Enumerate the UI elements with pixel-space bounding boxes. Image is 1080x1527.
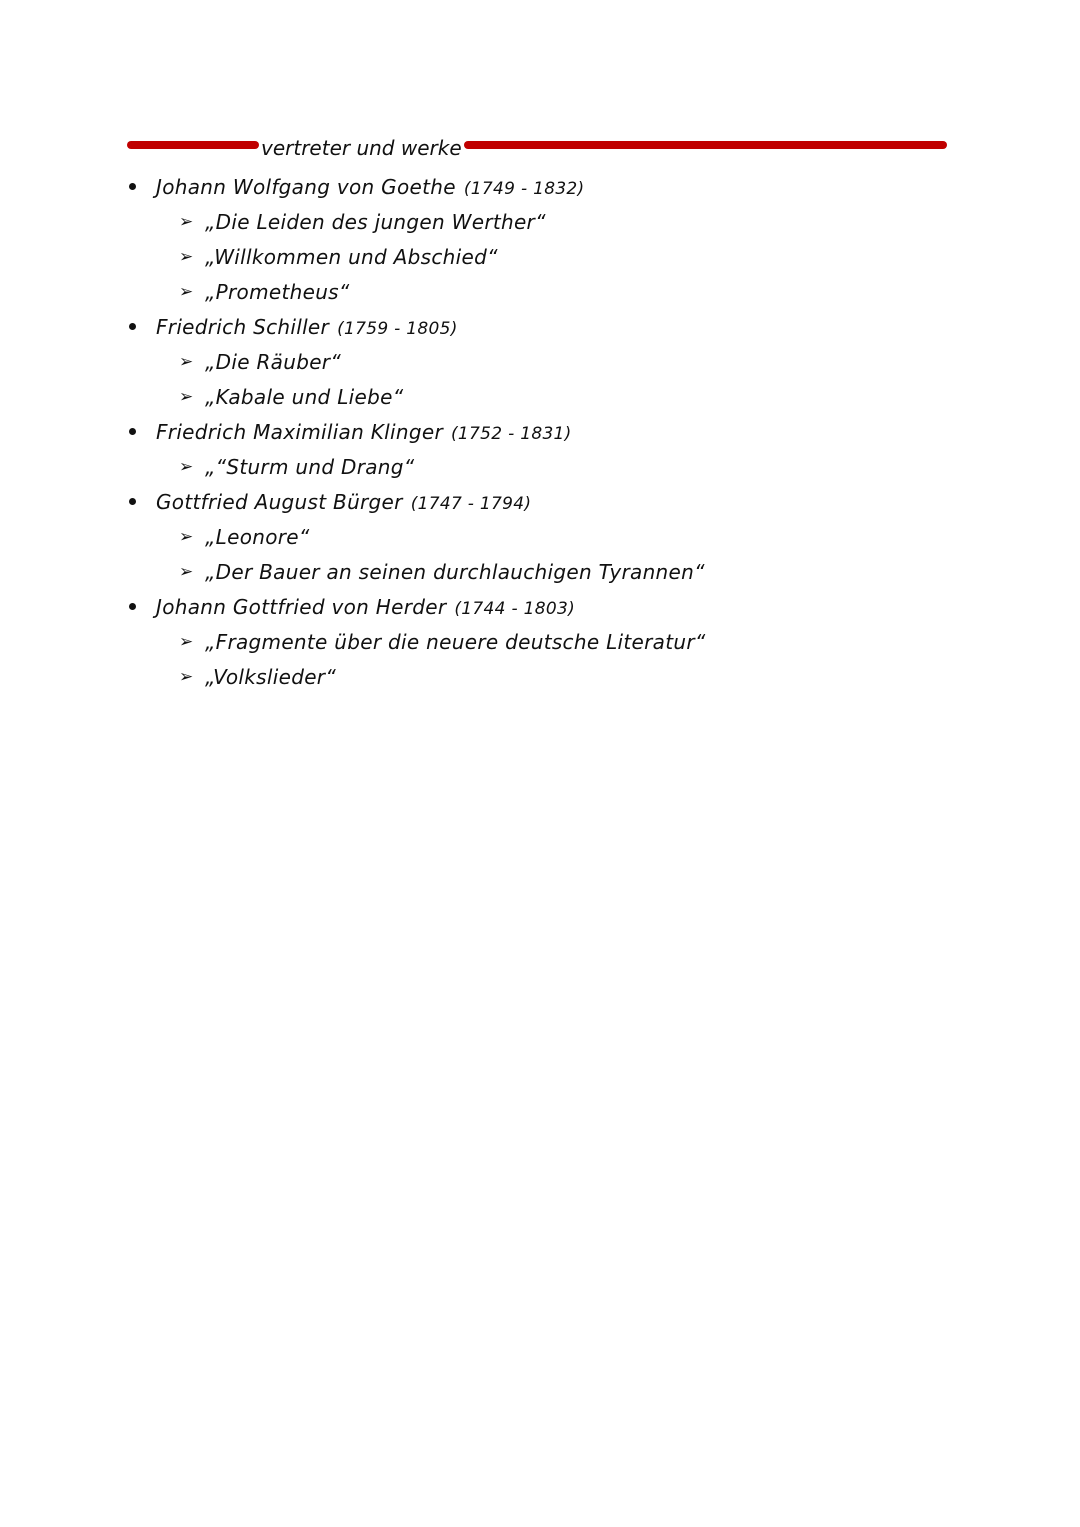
author-row	[127, 169, 947, 204]
author-name: Johann Gottfried von Herder	[156, 594, 447, 619]
work-title: „Der Bauer an seinen durchlauchigen Tyrannen“	[205, 559, 705, 584]
bullet-dot-icon	[129, 428, 136, 435]
bullet-dot-icon	[129, 183, 136, 190]
work-title: „Die Leiden des jungen Werther“	[205, 209, 546, 234]
author-label	[156, 595, 575, 619]
work-item	[127, 274, 947, 309]
arrow-right-icon: ➢	[179, 631, 194, 652]
author-entry	[127, 589, 947, 694]
work-item	[127, 624, 947, 659]
author-name: Friedrich Maximilian Klinger	[156, 419, 443, 444]
author-entry	[127, 484, 947, 589]
arrow-right-icon: ➢	[179, 246, 194, 267]
arrow-right-icon: ➢	[179, 211, 194, 232]
work-title: „Fragmente über die neuere deutsche Literatur“	[205, 629, 706, 654]
author-name: Friedrich Schiller	[156, 314, 330, 339]
work-title: „Leonore“	[205, 524, 310, 549]
heading-rule-left	[127, 141, 259, 149]
author-years: (1749 - 1832)	[463, 178, 585, 199]
arrow-right-icon: ➢	[179, 666, 194, 687]
work-item	[127, 239, 947, 274]
author-row	[127, 309, 947, 344]
bullet-dot-icon	[129, 603, 136, 610]
work-title: „Willkommen und Abschied“	[205, 244, 498, 269]
author-row	[127, 484, 947, 519]
author-list	[127, 169, 947, 694]
arrow-right-icon: ➢	[179, 456, 194, 477]
author-entry	[127, 414, 947, 484]
work-title: „Volkslieder“	[205, 664, 336, 689]
works-list	[127, 624, 947, 694]
work-item	[127, 519, 947, 554]
author-row	[127, 414, 947, 449]
author-label	[156, 420, 572, 444]
author-years: (1752 - 1831)	[450, 423, 572, 444]
work-item	[127, 379, 947, 414]
work-item	[127, 659, 947, 694]
work-item	[127, 204, 947, 239]
arrow-right-icon: ➢	[179, 281, 194, 302]
section-heading	[127, 133, 947, 163]
author-years: (1744 - 1803)	[454, 598, 576, 619]
arrow-right-icon: ➢	[179, 561, 194, 582]
works-list	[127, 449, 947, 484]
work-item	[127, 449, 947, 484]
arrow-right-icon: ➢	[179, 386, 194, 407]
work-item	[127, 344, 947, 379]
author-entry	[127, 169, 947, 309]
author-label	[156, 175, 584, 199]
work-item	[127, 554, 947, 589]
author-name: Gottfried August Bürger	[156, 489, 403, 514]
bullet-dot-icon	[129, 498, 136, 505]
works-list	[127, 519, 947, 589]
author-row	[127, 589, 947, 624]
author-entry	[127, 309, 947, 414]
heading-rule-right	[464, 141, 947, 149]
author-label	[156, 490, 531, 514]
arrow-right-icon: ➢	[179, 526, 194, 547]
work-title: „Prometheus“	[205, 279, 350, 304]
works-list	[127, 344, 947, 414]
works-list	[127, 204, 947, 309]
section-title: vertreter und werke	[261, 136, 462, 160]
work-title: „Kabale und Liebe“	[205, 384, 404, 409]
author-years: (1759 - 1805)	[337, 318, 458, 339]
author-years: (1747 - 1794)	[410, 493, 532, 514]
bullet-dot-icon	[129, 323, 136, 330]
author-name: Johann Wolfgang von Goethe	[156, 174, 456, 199]
work-title: „Die Räuber“	[205, 349, 341, 374]
work-title: „“Sturm und Drang“	[205, 454, 415, 479]
author-label	[156, 315, 458, 339]
arrow-right-icon: ➢	[179, 351, 194, 372]
